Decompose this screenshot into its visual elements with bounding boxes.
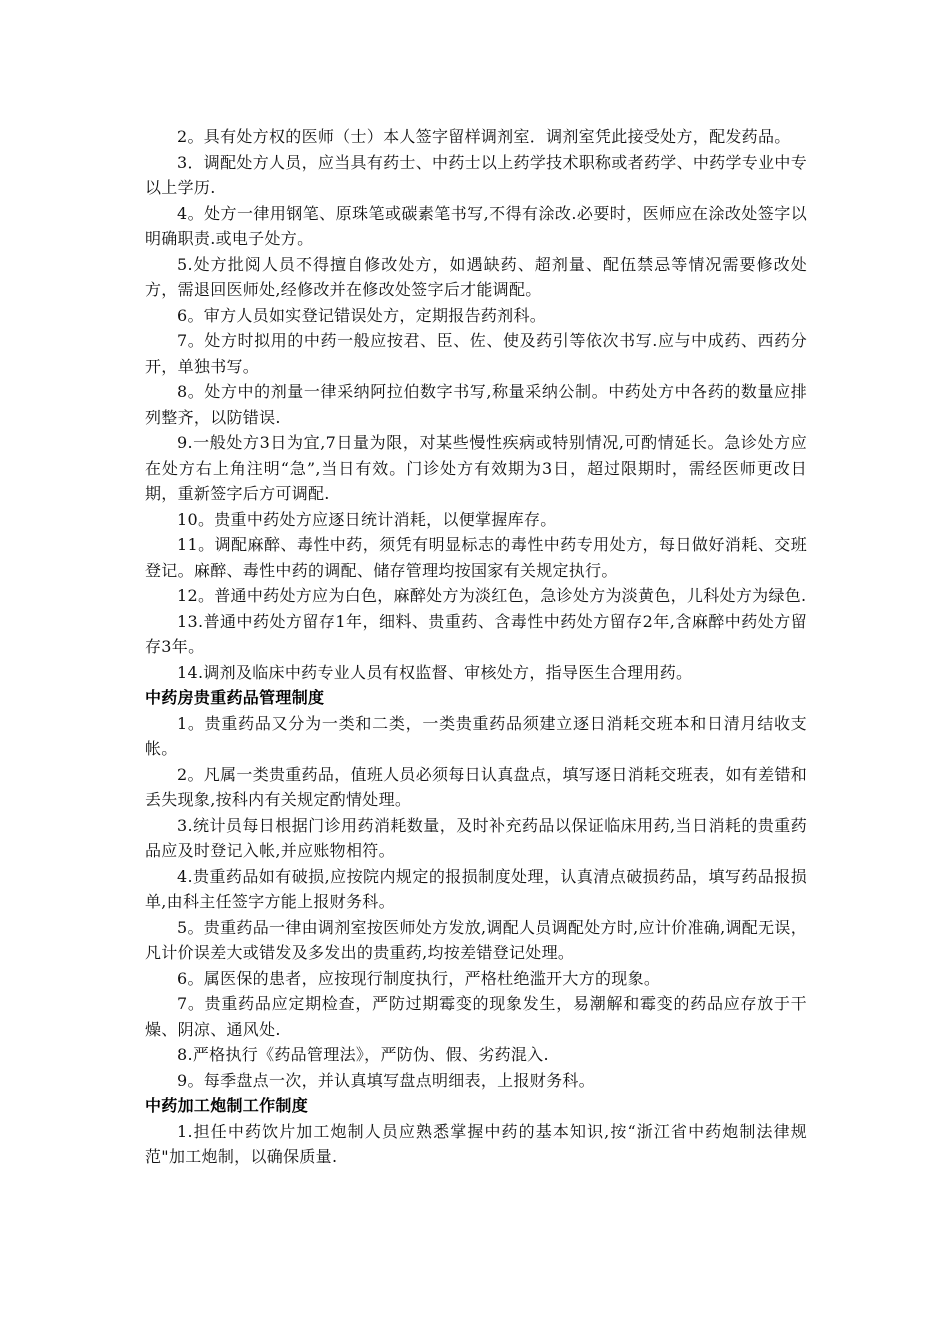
rule-paragraph: 10。贵重中药处方应逐日统计消耗，以便掌握库存。 [177, 509, 557, 529]
rule-paragraph: 5。贵重药品一律由调剂室按医师处方发放,调配人员调配处方时,应计价准确,调配无误，凡计价误差大或错发及多发出的贵重药,均按差错登记处理。 [145, 917, 807, 962]
rule-paragraph: 9.一般处方3日为宜,7日量为限，对某些慢性疾病或特别情况,可酌情延长。急诊处方应在处方右上角注明“急”,当日有效。门诊处方有效期为3日，超过限期时，需经医师更改日期，重新签字后方可调配. [145, 433, 807, 503]
rule-paragraph: 2。具有处方权的医师（士）本人签字留样调剂室．调剂室凭此接受处方，配发药品。 [177, 127, 791, 146]
rule-paragraph: 3.统计员每日根据门诊用药消耗数量，及时补充药品以保证临床用药,当日消耗的贵重药品应及时登记入帐,并应账物相符。 [145, 815, 807, 860]
rule-paragraph: 14.调剂及临床中药专业人员有权监督、审核处方，指导医生合理用药。 [177, 662, 693, 682]
rule-paragraph: 1.担任中药饮片加工炮制人员应熟悉掌握中药的基本知识,按“浙江省中药炮制法律规范"加工炮制，以确保质量. [145, 1121, 807, 1166]
rule-paragraph: 6。属医保的患者，应按现行制度执行，严格杜绝滥开大方的现象。 [177, 968, 661, 988]
rule-paragraph: 1。贵重药品又分为一类和二类，一类贵重药品须建立逐日消耗交班本和日清月结收支帐。 [145, 713, 807, 758]
rule-paragraph: 6。审方人员如实登记错误处方，定期报告药剂科。 [177, 305, 547, 325]
document-body [145, 124, 807, 1170]
rule-paragraph: 8.严格执行《药品管理法》，严防伪、假、劣药混入. [177, 1045, 549, 1064]
rule-paragraph: 4.贵重药品如有破损,应按院内规定的报损制度处理，认真清点破损药品，填写药品报损单,由科主任签字方能上报财务科。 [145, 866, 807, 911]
rule-paragraph: 11。调配麻醉、毒性中药，须凭有明显标志的毒性中药专用处方，每日做好消耗、交班登记。麻醉、毒性中药的调配、储存管理均按国家有关规定执行。 [145, 535, 807, 580]
section-heading-valuable-drugs: 中药房贵重药品管理制度 [145, 688, 325, 707]
rule-paragraph: 7。贵重药品应定期检查，严防过期霉变的现象发生，易潮解和霉变的药品应存放于干燥、阴凉、通风处. [145, 994, 807, 1039]
rule-paragraph: 12。普通中药处方应为白色，麻醉处方为淡红色，急诊处方为淡黄色，儿科处方为绿色. [177, 586, 807, 605]
rule-paragraph: 3．调配处方人员，应当具有药士、中药士以上药学技术职称或者药学、中药学专业中专以上学历. [145, 152, 807, 197]
section-heading-processing: 中药加工炮制工作制度 [145, 1096, 309, 1115]
rule-paragraph: 8。处方中的剂量一律采纳阿拉伯数字书写,称量采纳公制。中药处方中各药的数量应排列整齐，以防错误. [145, 382, 807, 427]
rule-paragraph: 13.普通中药处方留存1年，细料、贵重药、含毒性中药处方留存2年,含麻醉中药处方留存3年。 [145, 611, 807, 656]
rule-paragraph: 7。处方时拟用的中药一般应按君、臣、佐、使及药引等依次书写.应与中成药、西药分开，单独书写。 [145, 331, 807, 376]
rule-paragraph: 9。每季盘点一次，并认真填写盘点明细表，上报财务科。 [177, 1070, 595, 1090]
rule-paragraph: 2。凡属一类贵重药品，值班人员必须每日认真盘点，填写逐日消耗交班表，如有差错和丢失现象,按科内有关规定酌情处理。 [145, 764, 807, 809]
rule-paragraph: 4。处方一律用钢笔、原珠笔或碳素笔书写,不得有涂改.必要时，医师应在涂改处签字以明确职责.或电子处方。 [145, 203, 807, 248]
rule-paragraph: 5.处方批阅人员不得擅自修改处方，如遇缺药、超剂量、配伍禁忌等情况需要修改处方，需退回医师处,经修改并在修改处签字后才能调配。 [145, 254, 807, 299]
